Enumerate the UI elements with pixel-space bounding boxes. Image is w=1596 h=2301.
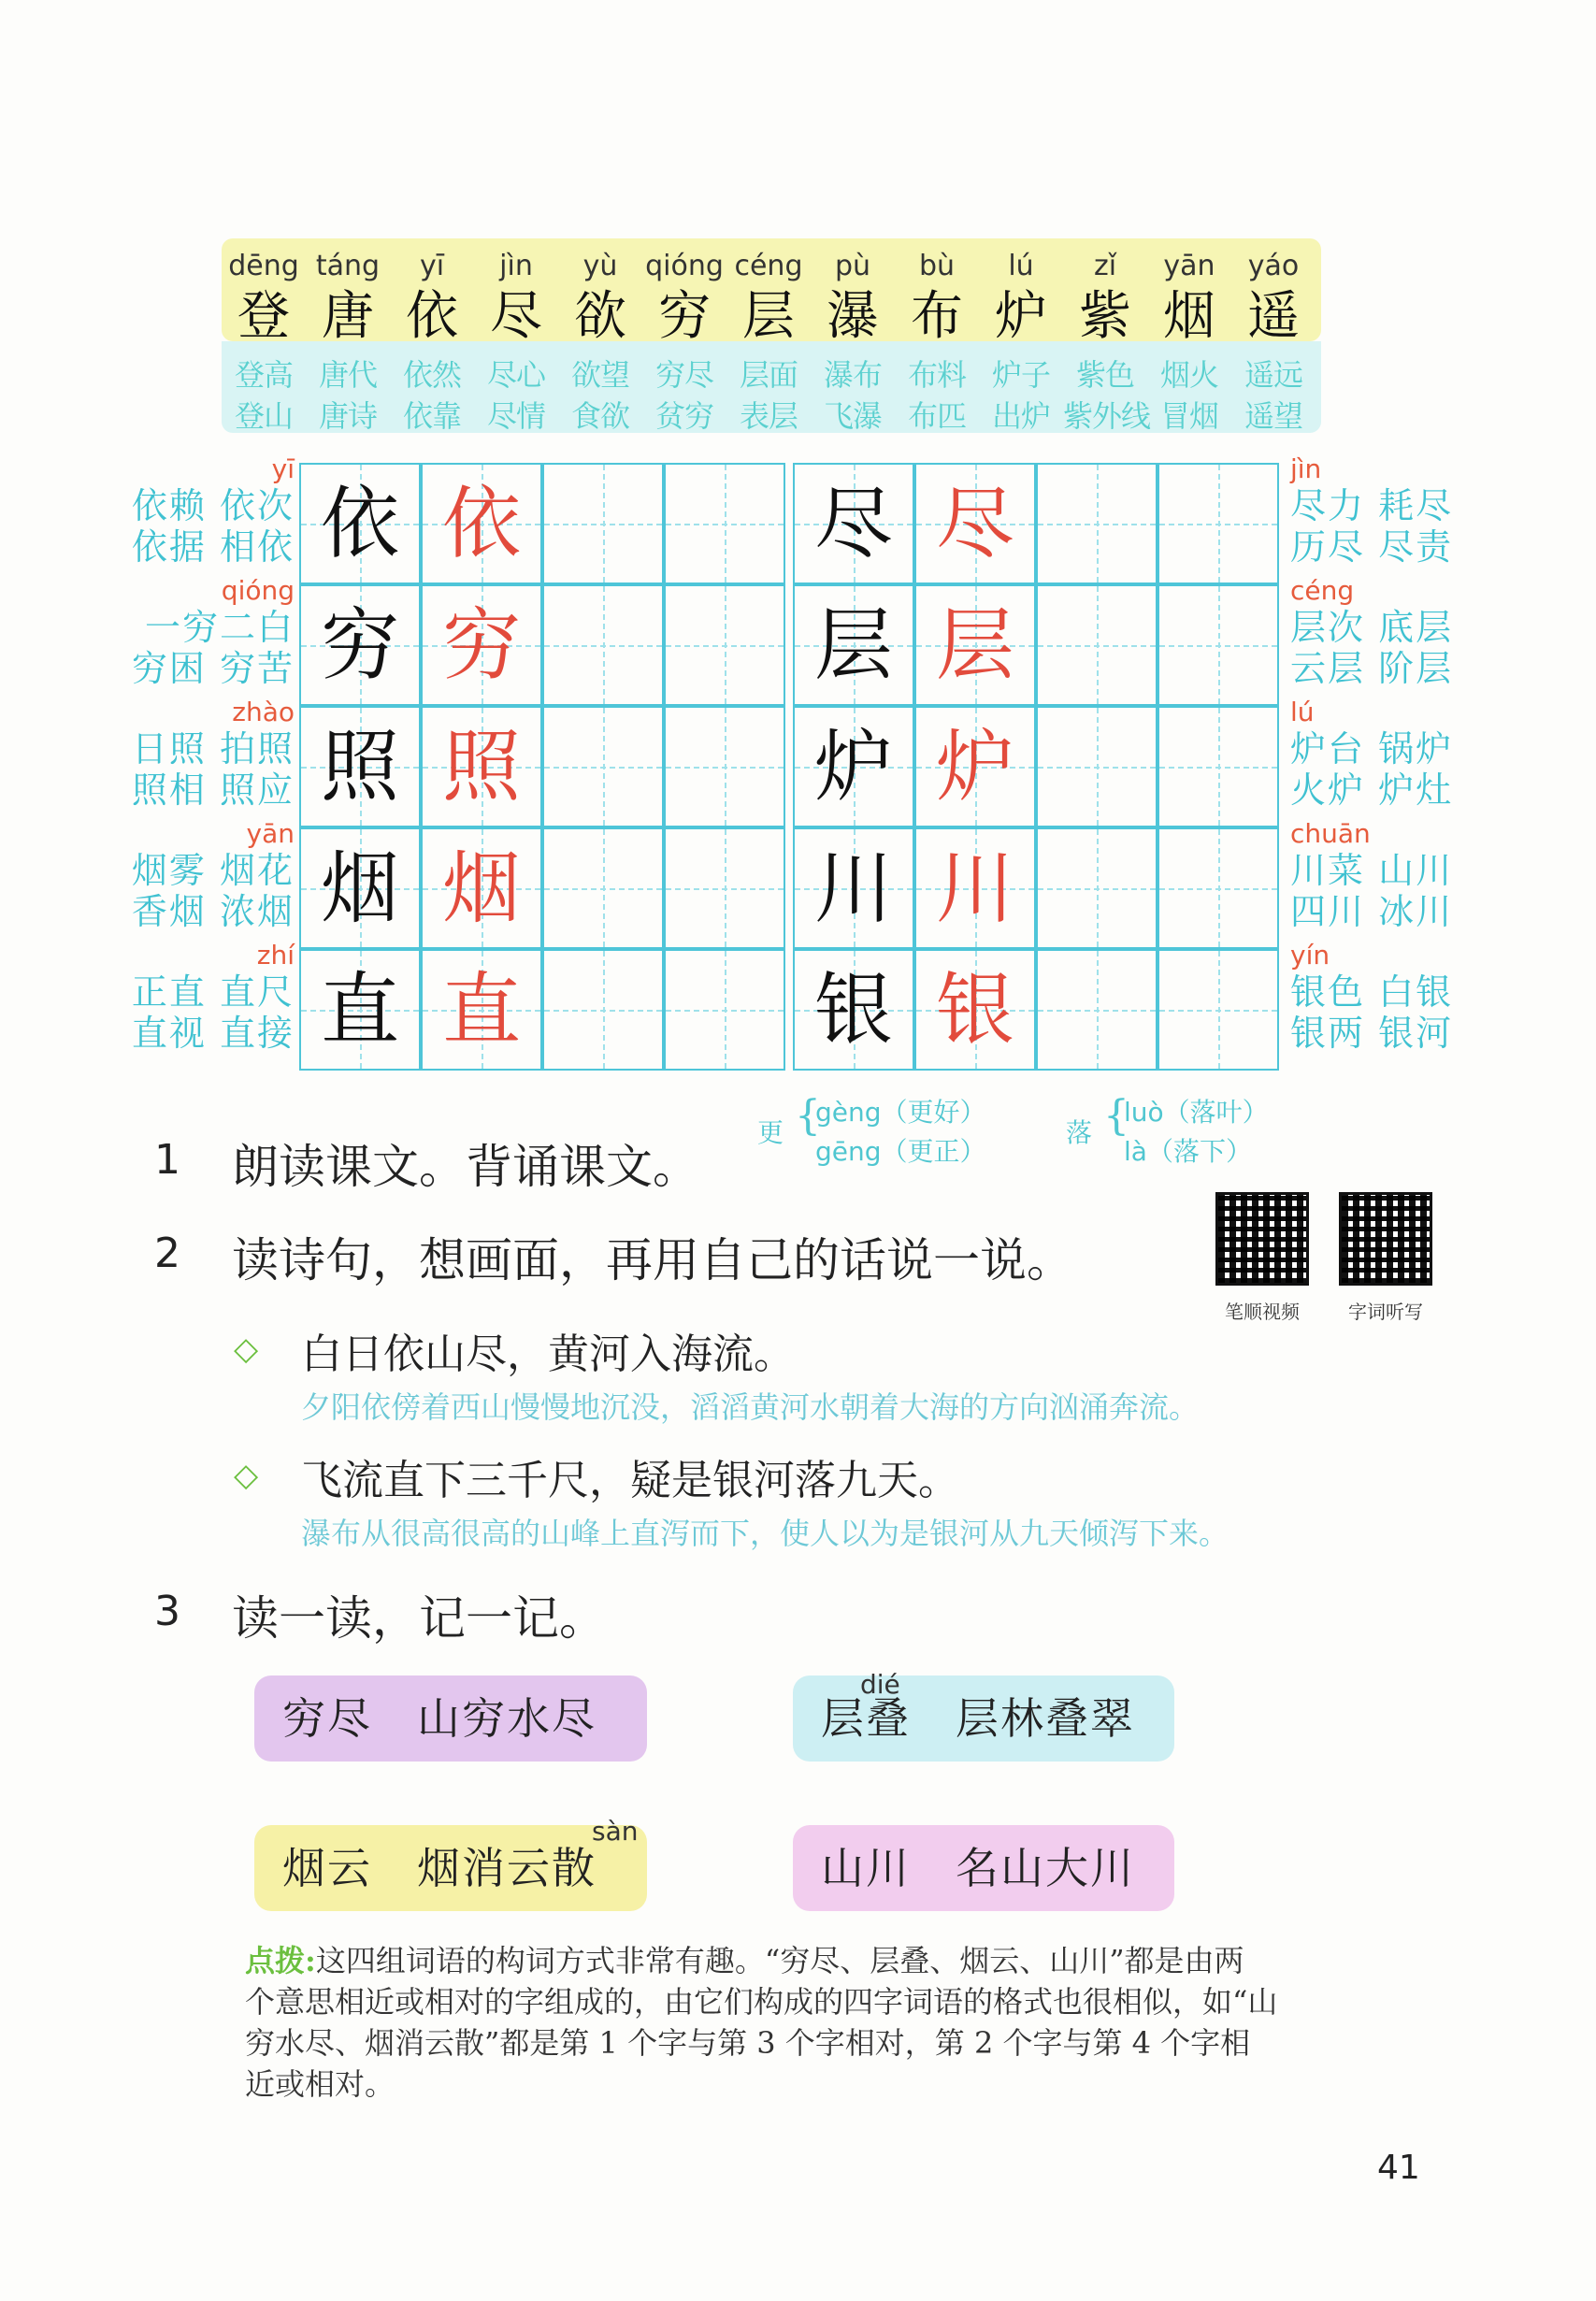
vocab-word: 食欲	[570, 398, 629, 434]
qr-code-stroke-video[interactable]	[1215, 1192, 1309, 1286]
page-number: 41	[1377, 2149, 1420, 2187]
side-pinyin: jìn	[1290, 453, 1322, 484]
grid-trace-character: 直	[441, 964, 521, 1056]
writing-grid	[299, 463, 1283, 1075]
vocab-pinyin: zǐ	[1093, 250, 1117, 282]
vocab-word: 瀑布	[823, 357, 882, 393]
diamond-bullet-icon: ◇	[234, 1457, 259, 1494]
vocab-word: 炉子	[991, 357, 1050, 393]
side-word: 历尽 尽责	[1290, 526, 1454, 568]
grid-trace-character: 烟	[441, 842, 521, 934]
vocab-column	[1231, 248, 1316, 437]
vocab-character: 层	[742, 286, 795, 347]
grid-model-character: 烟	[320, 842, 399, 934]
tip-label: 点拨:	[245, 1943, 316, 1978]
side-word-block	[89, 818, 295, 932]
vocab-pinyin: yù	[582, 250, 618, 282]
side-word: 烟雾 烟花	[131, 850, 295, 891]
side-word: 直视 直接	[131, 1013, 295, 1054]
grid-cell	[664, 706, 785, 827]
vocab-column	[390, 248, 474, 437]
grid-model-character: 照	[320, 721, 399, 813]
side-word: 四川 冰川	[1290, 891, 1454, 932]
vocab-pinyin: yáo	[1247, 250, 1300, 282]
side-pinyin: céng	[1290, 575, 1355, 606]
vocab-character: 布	[911, 286, 963, 347]
qr-code-dictation[interactable]	[1339, 1192, 1432, 1286]
grid-model-character: 炉	[813, 721, 893, 813]
side-word: 香烟 浓烟	[131, 891, 295, 932]
vocab-column	[726, 248, 811, 437]
grid-trace-character: 照	[441, 721, 521, 813]
vocab-column	[222, 248, 306, 437]
vocab-column	[642, 248, 726, 437]
vocab-column	[306, 248, 390, 437]
side-word: 火炉 炉灶	[1290, 769, 1454, 811]
side-word: 炉台 锅炉	[1290, 728, 1454, 769]
vocab-column	[979, 248, 1063, 437]
grid-cell	[1157, 584, 1279, 706]
vocab-word: 依靠	[402, 398, 461, 434]
side-pinyin: zhào	[232, 697, 295, 727]
side-word: 正直 直尺	[131, 971, 295, 1013]
word-group-box: 山川 名山大川	[793, 1825, 1174, 1911]
grid-cell	[542, 949, 664, 1071]
vocab-word: 遥望	[1244, 398, 1302, 434]
vocab-character: 登	[237, 286, 290, 347]
qr-label: 笔顺视频	[1225, 1301, 1300, 1323]
grid-trace-character: 尽	[935, 478, 1014, 569]
grid-trace-character: 炉	[935, 721, 1014, 813]
vocab-word: 依然	[402, 357, 461, 393]
vocab-character: 炉	[995, 286, 1047, 347]
side-word-block	[89, 940, 295, 1054]
poem-line: 飞流直下三千尺，疑是银河落九天。	[301, 1457, 959, 1504]
grid-cell	[1036, 463, 1157, 584]
side-word-block	[1290, 940, 1496, 1054]
exercise-text: 朗读课文。背诵课文。	[232, 1140, 699, 1194]
vocab-column	[558, 248, 642, 437]
side-word: 尽力 耗尽	[1290, 485, 1454, 526]
vocab-column	[895, 248, 979, 437]
grid-model-character: 层	[813, 599, 893, 691]
vocab-character: 遥	[1247, 286, 1300, 347]
tip-line: 个意思相近或相对的字组成的，由它们构成的四字词语的格式也很相似，如“山	[245, 1984, 1278, 2020]
vocab-word: 烟火	[1159, 357, 1218, 393]
vocab-word: 紫色	[1075, 357, 1134, 393]
side-word-block	[1290, 575, 1496, 689]
side-word: 银两 银河	[1290, 1013, 1454, 1054]
vocab-column	[474, 248, 558, 437]
grid-model-character: 穷	[320, 599, 399, 691]
grid-trace-character: 依	[441, 478, 521, 569]
grid-cell	[542, 463, 664, 584]
vocab-pinyin: dēng	[228, 250, 299, 282]
side-pinyin: yín	[1290, 940, 1330, 971]
vocab-word: 欲望	[570, 357, 629, 393]
qr-label: 字词听写	[1348, 1301, 1423, 1323]
grid-cell	[664, 949, 785, 1071]
vocab-pinyin: lú	[1008, 250, 1034, 282]
grid-cell	[1157, 827, 1279, 949]
polyphone-reading: là（落下）	[1124, 1136, 1252, 1167]
grid-cell	[1036, 584, 1157, 706]
side-word: 一穷二白	[144, 607, 295, 648]
vocab-character: 依	[406, 286, 458, 347]
grid-cell	[542, 827, 664, 949]
exercise-number: 2	[154, 1230, 180, 1277]
vocab-character: 欲	[574, 286, 626, 347]
side-word-block	[89, 453, 295, 568]
grid-cell	[542, 584, 664, 706]
polyphone-reading: gēng（更正）	[815, 1136, 986, 1167]
tip-paragraph	[245, 1940, 1277, 2105]
vocab-word: 尽心	[486, 357, 545, 393]
diamond-bullet-icon: ◇	[234, 1330, 259, 1368]
vocab-word: 布料	[907, 357, 966, 393]
side-word: 照相 照应	[131, 769, 295, 811]
word-group-pinyin: sàn	[592, 1816, 639, 1847]
vocab-pinyin: jìn	[499, 250, 533, 282]
side-word-block	[89, 697, 295, 811]
grid-cell	[1036, 949, 1157, 1071]
tip-line: 近或相对。	[245, 2066, 395, 2102]
polyphone-reading: luò（落叶）	[1124, 1097, 1269, 1128]
vocab-word: 遥远	[1244, 357, 1302, 393]
grid-cell	[542, 706, 664, 827]
side-word-block	[1290, 453, 1496, 568]
side-pinyin: qióng	[221, 575, 295, 606]
vocab-character: 紫	[1079, 286, 1131, 347]
grid-cell	[1157, 463, 1279, 584]
side-word-block	[89, 575, 295, 689]
vocab-pinyin: yī	[419, 250, 445, 282]
vocab-character: 尽	[490, 286, 542, 347]
side-word: 川菜 山川	[1290, 850, 1454, 891]
vocab-pinyin: qióng	[645, 250, 724, 282]
vocab-word: 表层	[739, 398, 798, 434]
vocab-pinyin: pù	[834, 250, 871, 282]
vocab-character: 瀑	[827, 286, 879, 347]
vocab-column	[1147, 248, 1231, 437]
vocab-word: 紫外线	[1063, 398, 1151, 434]
side-word: 云层 阶层	[1290, 648, 1454, 689]
side-word: 银色 白银	[1290, 971, 1454, 1013]
polyphone-char: 更	[757, 1117, 784, 1148]
vocab-word: 唐诗	[318, 398, 377, 434]
vocab-column	[1063, 248, 1151, 437]
poem-explanation: 夕阳依傍着西山慢慢地沉没，滔滔黄河水朝着大海的方向汹涌奔流。	[301, 1389, 1200, 1425]
grid-model-character: 川	[813, 842, 893, 934]
vocab-word: 出炉	[991, 398, 1050, 434]
word-group-pinyin: dié	[860, 1669, 900, 1700]
side-pinyin: yān	[246, 818, 295, 849]
side-word: 穷困 穷苦	[131, 648, 295, 689]
grid-trace-character: 层	[935, 599, 1014, 691]
vocab-pinyin: bù	[918, 250, 956, 282]
vocab-character: 烟	[1163, 286, 1215, 347]
grid-model-character: 依	[320, 478, 399, 569]
vocab-word: 层面	[739, 357, 798, 393]
grid-cell	[1036, 706, 1157, 827]
side-word-block	[1290, 697, 1496, 811]
grid-model-character: 银	[813, 964, 893, 1056]
grid-cell	[1157, 706, 1279, 827]
vocab-pinyin: yān	[1163, 250, 1215, 282]
grid-cell	[1157, 949, 1279, 1071]
word-group-box: 层叠 层林叠翠	[793, 1675, 1174, 1762]
vocab-word: 冒烟	[1159, 398, 1218, 434]
poem-line: 白日依山尽，黄河入海流。	[301, 1330, 795, 1378]
side-pinyin: zhí	[256, 940, 295, 971]
tip-line: 穷水尽、烟消云散”都是第 1 个字与第 3 个字相对，第 2 个字与第 4 个字相	[245, 2025, 1251, 2061]
grid-trace-character: 川	[935, 842, 1014, 934]
vocab-character: 唐	[322, 286, 374, 347]
vocab-column	[811, 248, 895, 437]
grid-cell	[1036, 827, 1157, 949]
grid-model-character: 尽	[813, 478, 893, 569]
vocab-pinyin: táng	[315, 250, 381, 282]
word-group-box: 穷尽 山穷水尽	[254, 1675, 647, 1762]
vocab-word: 贫穷	[654, 398, 713, 434]
side-word-block	[1290, 818, 1496, 932]
exercise-number: 3	[154, 1588, 180, 1635]
side-pinyin: chuān	[1290, 818, 1371, 849]
vocab-word: 飞瀑	[823, 398, 882, 434]
grid-model-character: 直	[320, 964, 399, 1056]
grid-cell	[664, 584, 785, 706]
vocabulary-band	[222, 238, 1321, 433]
tip-line: 这四组词语的构词方式非常有趣。“穷尽、层叠、烟云、山川”都是由两	[315, 1943, 1244, 1978]
vocab-word: 穷尽	[654, 357, 713, 393]
grid-cell	[664, 463, 785, 584]
polyphone-char: 落	[1066, 1117, 1093, 1148]
vocab-character: 穷	[658, 286, 711, 347]
exercise-text: 读诗句，想画面，再用自己的话说一说。	[232, 1233, 1073, 1287]
vocab-word: 布匹	[907, 398, 966, 434]
polyphone-reading: gèng（更好）	[815, 1097, 986, 1128]
side-pinyin: yī	[271, 453, 295, 484]
side-word: 依据 相依	[131, 526, 295, 568]
side-word: 日照 拍照	[131, 728, 295, 769]
vocab-pinyin: céng	[734, 250, 803, 282]
word-group-box: 烟云 烟消云散	[254, 1825, 647, 1911]
poem-explanation: 瀑布从很高很高的山峰上直泻而下，使人以为是银河从九天倾泻下来。	[301, 1516, 1229, 1551]
grid-cell	[664, 827, 785, 949]
grid-trace-character: 银	[935, 964, 1014, 1056]
grid-trace-character: 穷	[441, 599, 521, 691]
vocab-word: 尽情	[486, 398, 545, 434]
exercise-number: 1	[154, 1136, 180, 1184]
side-pinyin: lú	[1290, 697, 1315, 727]
vocab-word: 唐代	[318, 357, 377, 393]
vocab-word: 登高	[234, 357, 293, 393]
exercise-text: 读一读，记一记。	[232, 1591, 606, 1646]
side-word: 依赖 依次	[131, 485, 295, 526]
side-word: 层次 底层	[1290, 607, 1454, 648]
vocab-word: 登山	[234, 398, 293, 434]
